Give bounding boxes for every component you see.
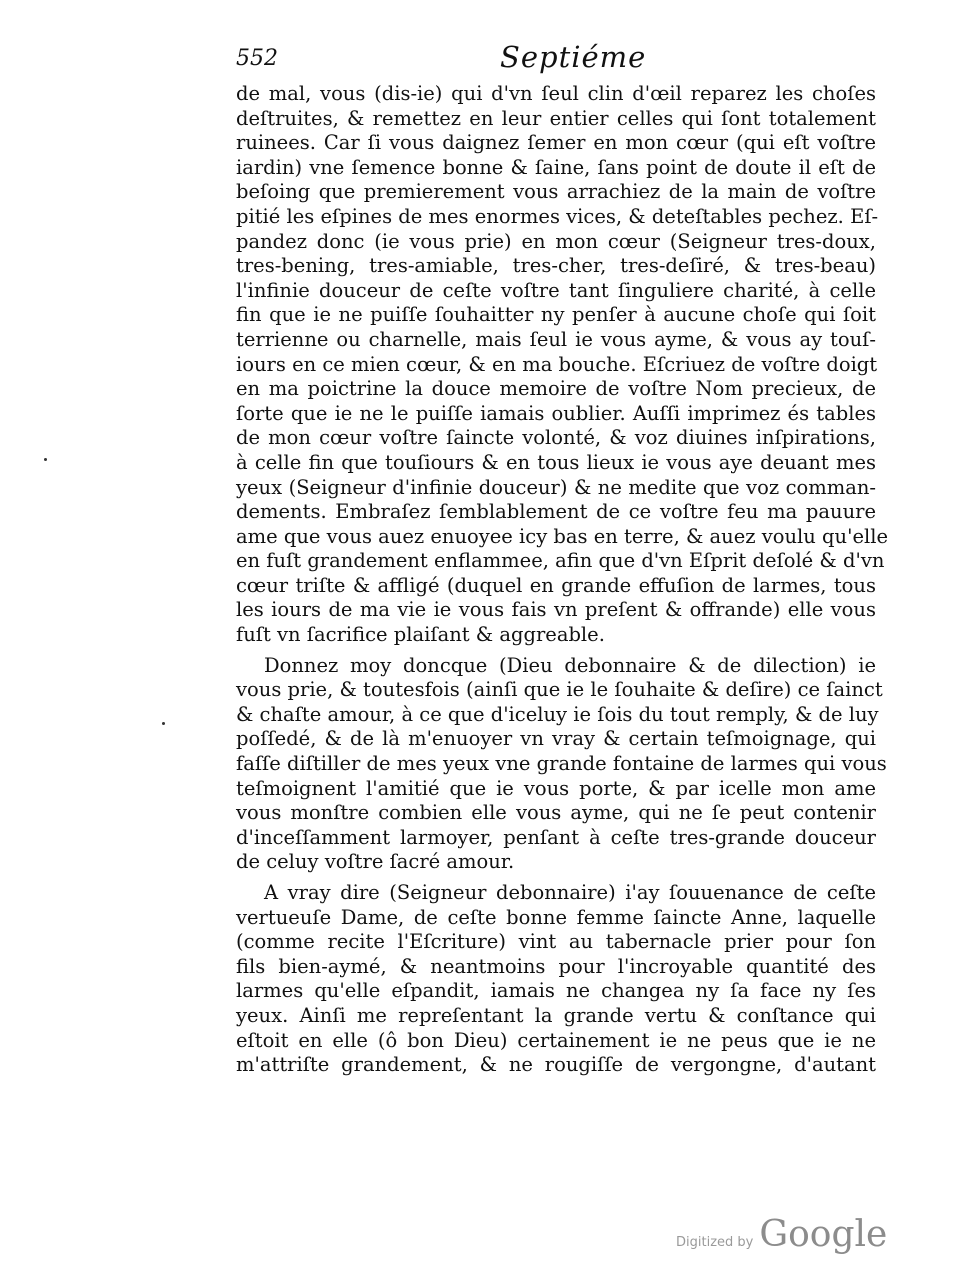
text-line: à celle fin que touſiours & en tous lieux ie vous aye deuant mes (236, 450, 876, 474)
text-line: & chaſte amour, à ce que d'iceluy ie ſois du tout remply, & de luy (236, 702, 879, 726)
text-line: Donnez moy doncque (Dieu debonnaire & de dilection) ie (264, 653, 876, 677)
text-line: vous prie, & toutesfois (ainſi que ie le ſouhaite & deſire) ce ſainct (236, 678, 883, 702)
text-line: en ma poictrine la douce memoire de voſtre Nom precieux, de (236, 377, 876, 401)
text-line: de mon cœur voſtre ſaincte volonté, & voz diuines inſpirations, (236, 426, 876, 450)
text-line: ame que vous auez enuoyee icy bas en terre, & auez voulu qu'elle (236, 524, 889, 548)
text-line: fuſt vn ſacrifice plaiſant & aggreable. (236, 623, 605, 647)
text-line: m'attriſte grandement, & ne rougiſſe de vergongne, d'autant (236, 1053, 876, 1077)
text-line: dements. Embraſez ſemblablement de ce voſtre feu ma pauure (236, 500, 876, 524)
body-text (236, 82, 889, 1078)
text-line: A vray dire (Seigneur debonnaire) i'ay ſouuenance de ceſte (264, 881, 876, 904)
digitized-by-google-watermark (676, 1214, 887, 1255)
text-line: eſtoit en elle (ô bon Dieu) certainement ie ne peus que ie ne (236, 1028, 876, 1052)
text-line: pandez donc (ie vous prie) en mon cœur (Seigneur tres-doux, (236, 229, 876, 253)
text-line: pitié les eſpines de mes enormes vices, & deteſtables pechez. Eſ- (236, 204, 879, 228)
text-line: l'infinie douceur de ceſte voſtre tant ſinguliere charité, à celle (236, 278, 876, 302)
text-line: faſſe diſtiller de mes yeux vne grande fontaine de larmes qui vous (236, 752, 887, 776)
text-line: cœur triſte & affligé (duquel en grande effuſion de larmes, tous (236, 573, 876, 597)
text-line: iardin) vne ſemence bonne & ſaine, ſans point de doute il eſt de (236, 155, 876, 179)
text-line: iours en ce mien cœur, & en ma bouche. Eſcriuez de voſtre doigt (236, 352, 878, 376)
digitized-by-label: Digitized by (676, 1235, 754, 1250)
text-line: de celuy voſtre ſacré amour. (236, 850, 515, 874)
text-line: deſtruites, & remettez en leur entier celles qui ſont totalement (236, 106, 876, 130)
text-line: beſoing que premierement vous arrachiez de la main de voſtre (236, 180, 876, 204)
text-line: ruinees. Car ſi vous daignez ſemer en mon cœur (qui eſt voſtre (236, 131, 876, 155)
text-line: (comme recite l'Eſcriture) vint au tabernacle prier pour ſon (236, 930, 876, 954)
text-line: larmes qu'elle eſpandit, iamais ne changea ny ſa face ny ſes (236, 979, 876, 1003)
text-line: yeux (Seigneur d'infinie douceur) & ne medite que voz comman- (236, 475, 876, 499)
text-line: de mal, vous (dis-ie) qui d'vn ſeul clin d'œil reparez les choſes (236, 82, 876, 105)
text-line: d'inceſſamment larmoyer, penſant à ceſte tres-grande douceur (236, 825, 876, 849)
text-line: terrienne ou charnelle, mais ſeul ie vous ayme, & vous ay touſ- (236, 327, 876, 351)
page-number: 552 (236, 46, 278, 71)
text-line: fils bien-aymé, & neantmoins pour l'incroyable quantité des (236, 954, 876, 978)
text-line: vous monſtre combien elle vous ayme, qui ne ſe peut contenir (236, 801, 876, 825)
text-line: tres-bening, tres-amiable, tres-cher, tres-deſiré, & tres-beau) (236, 254, 876, 278)
text-line: vertueuſe Dame, de ceſte bonne femme ſaincte Anne, laquelle (236, 905, 876, 929)
running-title: Septiéme (500, 40, 647, 74)
scan-speck (162, 722, 165, 725)
text-line: fin que ie ne puiſſe ſouhaitter ny penſer à aucune choſe qui ſoit (236, 303, 876, 327)
google-logo: Google (759, 1214, 888, 1255)
text-line: poſſedé, & de là m'enuoyer vn vray & certain teſmoignage, qui (236, 727, 876, 751)
text-line: ſorte que ie ne le puiſſe iamais oublier. Auſſi imprimez és tables (236, 401, 876, 425)
text-line: yeux. Ainſi me repreſentant la grande vertu & conſtance qui (236, 1003, 876, 1027)
text-line: en fuſt grandement enflammee, afin que d'vn Eſprit deſolé & d'vn (236, 549, 885, 573)
scan-speck (44, 458, 47, 461)
text-line: teſmoignent l'amitié que ie vous porte, & par icelle mon ame (236, 776, 876, 800)
text-line: les iours de ma vie ie vous fais vn preſent & offrande) elle vous (236, 598, 876, 622)
